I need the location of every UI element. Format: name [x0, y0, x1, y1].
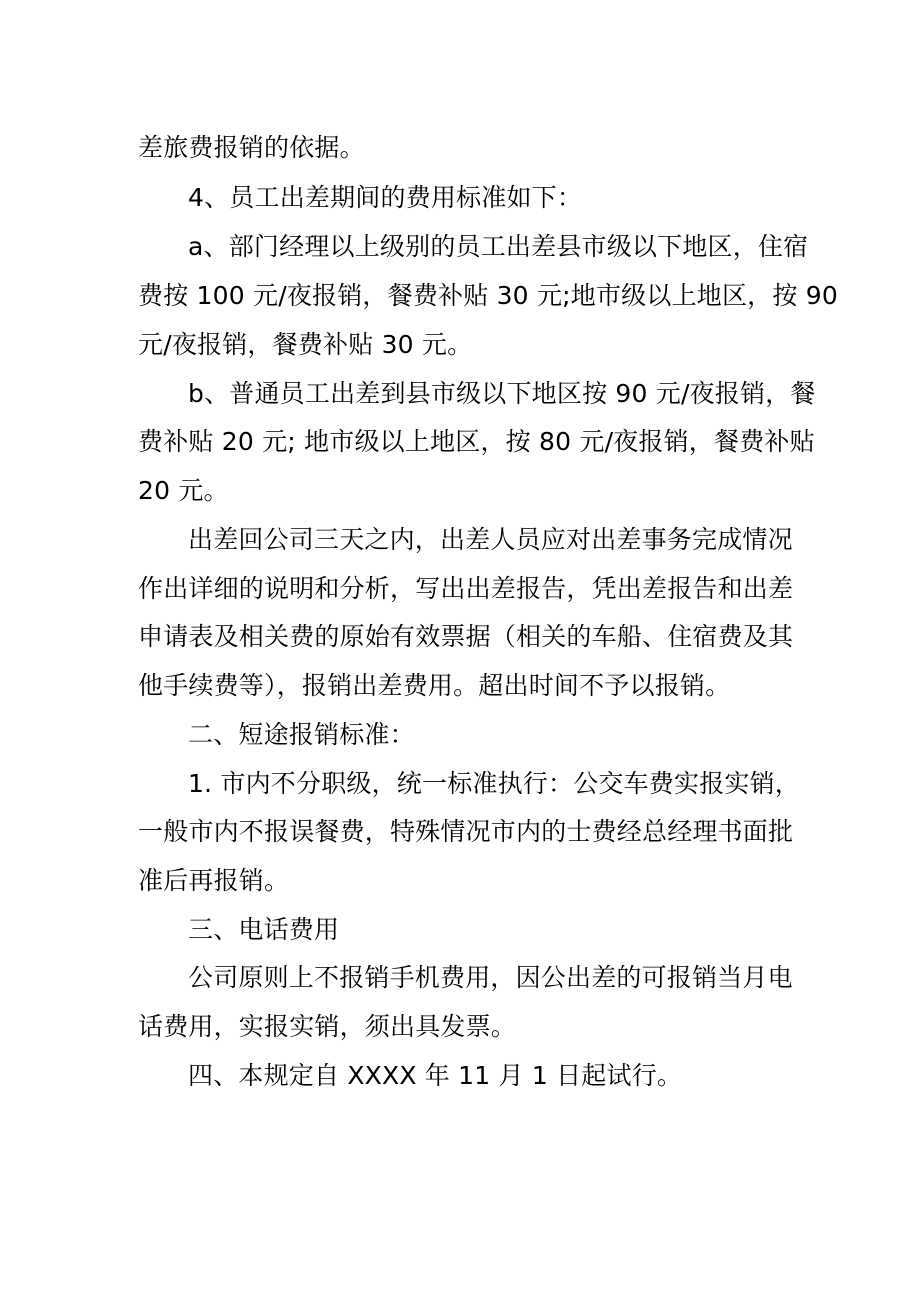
paragraph-line: 一般市内不报误餐费，特殊情况市内的士费经总经理书面批: [138, 817, 794, 846]
paragraph-line: 公司原则上不报销手机费用，因公出差的可报销当月电: [188, 963, 793, 992]
paragraph-line: 费按 100 元/夜报销，餐费补贴 30 元;地市级以上地区，按 90: [138, 281, 838, 310]
paragraph-line: 话费用，实报实销，须出具发票。: [138, 1012, 517, 1041]
paragraph-line: 准后再报销。: [138, 866, 290, 895]
paragraph-line: b、普通员工出差到县市级以下地区按 90 元/夜报销，餐: [188, 379, 816, 408]
paragraph-line: 费补贴 20 元; 地市级以上地区，按 80 元/夜报销，餐费补贴: [138, 427, 815, 456]
paragraph-line: a、部门经理以上级别的员工出差县市级以下地区，住宿: [188, 232, 809, 261]
paragraph-line: 元/夜报销，餐费补贴 30 元。: [138, 330, 473, 359]
paragraph-line: 1. 市内不分职级，统一标准执行：公交车费实报实销，: [188, 769, 801, 798]
paragraph-line: 作出详细的说明和分析，写出出差报告，凭出差报告和出差: [138, 574, 794, 603]
section-heading: 二、短途报销标准：: [188, 720, 415, 749]
paragraph-line: 差旅费报销的依据。: [138, 133, 365, 162]
paragraph-line: 出差回公司三天之内，出差人员应对出差事务完成情况: [188, 525, 793, 554]
section-heading: 三、电话费用: [188, 915, 340, 944]
paragraph-line: 他手续费等），报销出差费用。超出时间不予以报销。: [138, 671, 731, 700]
section-heading: 四、本规定自 XXXX 年 11 月 1 日起试行。: [188, 1061, 683, 1090]
paragraph-line: 4、员工出差期间的费用标准如下：: [188, 183, 583, 212]
paragraph-line: 20 元。: [138, 476, 229, 505]
paragraph-line: 申请表及相关费的原始有效票据（相关的车船、住宿费及其: [138, 622, 794, 651]
